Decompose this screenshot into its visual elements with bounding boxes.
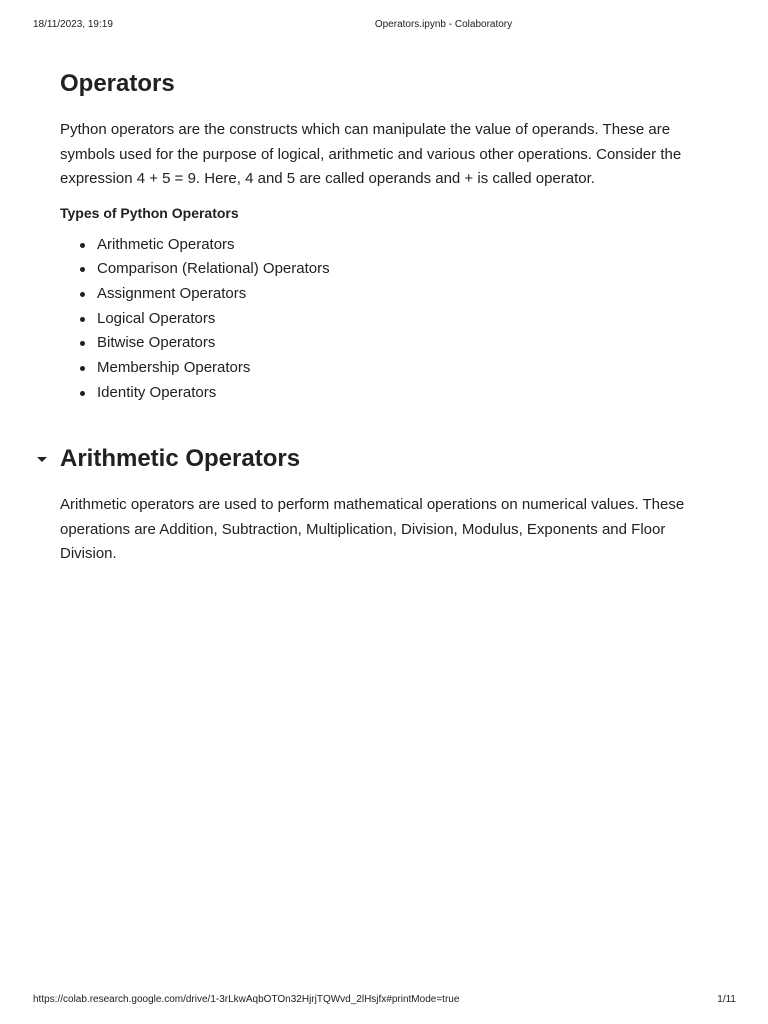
bullet-icon (80, 267, 85, 272)
list-item-label: Logical Operators (97, 309, 216, 327)
list-item (60, 381, 710, 406)
page-title: Operators (60, 70, 175, 97)
operator-types-list (60, 233, 710, 406)
list-item (60, 282, 710, 307)
section-title: Arithmetic Operators (60, 445, 301, 472)
arithmetic-section-header (0, 442, 768, 476)
print-header (0, 19, 768, 33)
bullet-icon (80, 341, 85, 346)
list-item-label: Identity Operators (97, 383, 217, 401)
list-item-label: Comparison (Relational) Operators (97, 260, 330, 278)
list-item-label: Assignment Operators (97, 284, 247, 302)
list-item-label: Bitwise Operators (97, 334, 216, 352)
list-item (60, 233, 710, 258)
bullet-icon (80, 366, 85, 371)
print-datetime: 18/11/2023, 19:19 (33, 19, 113, 30)
bullet-icon (80, 292, 85, 297)
bullet-icon (80, 317, 85, 322)
intro-text-cell (60, 68, 710, 405)
print-footer (0, 994, 768, 1008)
print-document-title: Operators.ipynb - Colaboratory (374, 19, 513, 30)
page-number: 1/11 (717, 994, 736, 1005)
print-url: https://colab.research.google.com/drive/1-3rLkwAqbOTOn32HjrjTQWvd_2lHsjfx#printMode=true (33, 994, 460, 1005)
list-item (60, 356, 710, 381)
intro-paragraph: Python operators are the constructs which can manipulate the value of operands. These are symbols used for the purpose of logical, arithmetic and various other operations. Consider the expression 4 + 5 = 9. Here, 4 and 5 are called operands and + is called operator. (60, 121, 682, 187)
arithmetic-paragraph: Arithmetic operators are used to perform mathematical operations on numerical values. These operations are Addition, Subtraction, Multiplication, Division, Modulus, Exponents and Floor Division. (60, 496, 685, 562)
list-item (60, 307, 710, 332)
bullet-icon (80, 243, 85, 248)
collapse-caret-icon[interactable] (37, 457, 47, 462)
bullet-icon (80, 391, 85, 396)
list-item (60, 257, 710, 282)
list-item (60, 331, 710, 356)
types-heading: Types of Python Operators (60, 204, 239, 221)
list-item-label: Arithmetic Operators (97, 235, 235, 253)
list-item-label: Membership Operators (97, 359, 251, 377)
